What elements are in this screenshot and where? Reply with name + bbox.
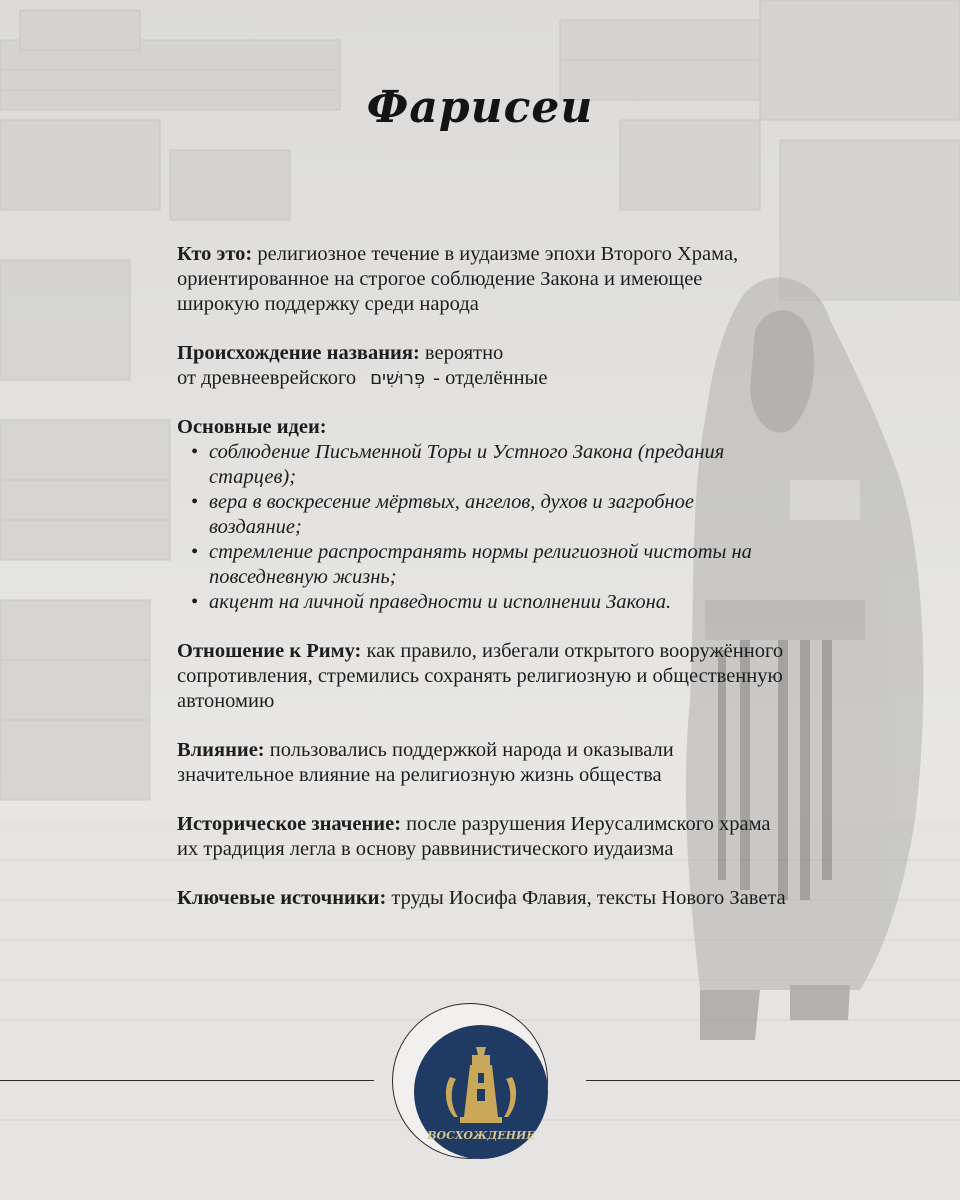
section-rome-text: как правило, избегали открытого вооружённого сопротивления, стремились сохранять религиозную и общественную автономию bbox=[177, 640, 784, 712]
section-who-label: Кто это: bbox=[177, 243, 253, 265]
list-item: • вера в воскресение мёртвых, ангелов, духов и загробное воздаяние; bbox=[209, 490, 787, 540]
list-item: • соблюдение Письменной Торы и Устного Закона (предания старцев); bbox=[209, 440, 787, 490]
section-rome bbox=[177, 639, 787, 714]
section-rome-label: Отношение к Риму: bbox=[177, 640, 362, 662]
logo-badge bbox=[414, 1025, 548, 1159]
section-who-text: религиозное течение в иудаизме эпохи Второго Храма, ориентированное на строгое соблюдение Закона и имеющее широкую поддержку среди народа bbox=[177, 243, 739, 315]
section-ideas bbox=[177, 415, 787, 615]
section-sources-label: Ключевые источники: bbox=[177, 887, 387, 909]
section-influence-label: Влияние: bbox=[177, 739, 265, 761]
section-influence-text: пользовались поддержкой народа и оказывали значительное влияние на религиозную жизнь общества bbox=[177, 739, 674, 786]
section-origin bbox=[177, 341, 787, 391]
section-origin-text2: от древнееврейского bbox=[177, 367, 357, 389]
section-origin-label: Происхождение названия: bbox=[177, 342, 420, 364]
logo-text: ВОСХОЖДЕНИЕ bbox=[427, 1129, 535, 1142]
section-significance-text: после разрушения Иерусалимского храма их традиция легла в основу раввинистического иудаизма bbox=[177, 813, 771, 860]
hebrew-word: פְּרוּשִׁים bbox=[370, 368, 426, 389]
section-who bbox=[177, 242, 787, 317]
page-title: Фарисеи bbox=[366, 82, 594, 133]
section-significance-label: Историческое значение: bbox=[177, 813, 402, 835]
section-influence bbox=[177, 738, 787, 788]
section-ideas-label: Основные идеи: bbox=[177, 416, 327, 438]
section-significance bbox=[177, 812, 787, 862]
list-item: • акцент на личной праведности и исполнении Закона. bbox=[209, 590, 787, 615]
section-sources-text: труды Иосифа Флавия, тексты Нового Завета bbox=[386, 887, 786, 909]
section-origin-text3: - отделённые bbox=[433, 367, 548, 389]
list-item: • стремление распространять нормы религиозной чистоты на повседневную жизнь; bbox=[209, 540, 787, 590]
footer-divider-right bbox=[586, 1080, 960, 1081]
section-origin-text: вероятно bbox=[419, 342, 504, 364]
content-body bbox=[177, 242, 787, 935]
ideas-list bbox=[177, 440, 787, 615]
footer-divider-left bbox=[0, 1080, 374, 1081]
section-sources bbox=[177, 886, 787, 911]
